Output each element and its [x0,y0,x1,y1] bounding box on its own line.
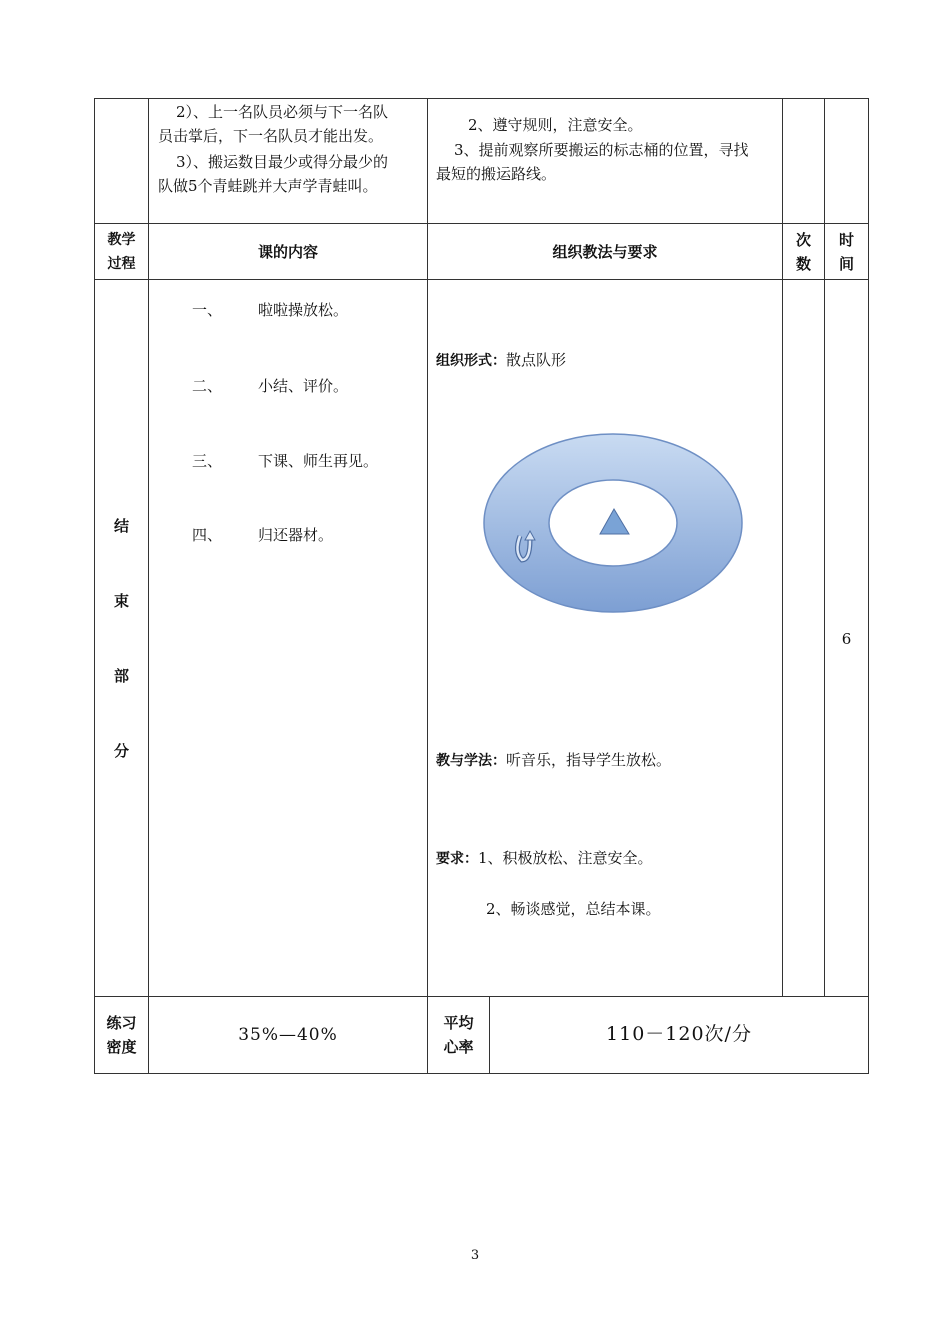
formation-diagram [480,418,750,618]
section-label-char: 部 [113,667,129,685]
content-item-text: 下课、师生再见。 [258,452,379,470]
table-border-right [868,98,869,1074]
section-duration: 6 [841,630,852,648]
heart-rate-label-line1: 平均 [443,1014,474,1032]
requirements [436,846,653,871]
requirements-label: 要求： [436,851,478,867]
heart-rate-label-line2: 心率 [443,1038,474,1056]
header-times-line1: 次 [795,231,811,249]
header-times-line2: 数 [795,255,811,273]
heart-rate-value: 110－120次/分 [606,1023,752,1045]
continued-content-line: 3）、搬运数目最少或得分最少的 [176,153,389,171]
content-item-num: 二、 [192,377,223,395]
teach-method [436,748,671,773]
header-process-line2: 过程 [107,256,136,272]
teach-method-value: 听音乐，指导学生放松。 [506,751,672,769]
header-times [783,228,824,276]
density-label-line1: 练习 [106,1014,137,1032]
header-duration-line1: 时 [838,231,854,249]
requirements-line2: 2、畅谈感觉，总结本课。 [486,900,661,918]
section-label-char: 束 [113,592,129,610]
content-item-text: 小结、评价。 [258,377,349,395]
heart-rate-label [428,1011,489,1059]
continued-content-line: 员击掌后，下一名队员才能出发。 [158,127,384,145]
table-line-section-bottom [94,996,869,997]
header-method: 组织教法与要求 [552,243,658,261]
continued-content-line: 队做5个青蛙跳并大声学青蛙叫。 [158,177,378,195]
header-duration-line2: 间 [838,255,854,273]
continued-content-line: 2）、上一名队员必须与下一名队 [176,103,389,121]
content-item-num: 一、 [192,301,223,319]
content-item-num: 四、 [192,526,223,544]
density-value: 35%—40% [238,1025,338,1045]
density-label [95,1011,148,1059]
section-label-char: 分 [113,742,129,760]
header-process-line1: 教学 [107,232,136,248]
density-label-line2: 密度 [106,1038,137,1056]
org-form [436,348,566,373]
continued-method-line: 2、遵守规则，注意安全。 [468,116,643,134]
table-line-header-top [94,223,869,224]
content-item-num: 三、 [192,452,223,470]
table-border-bottom [94,1073,869,1074]
table-border-top [94,98,869,99]
org-form-label: 组织形式： [436,353,506,369]
teach-method-label: 教与学法： [436,753,506,769]
content-item-text: 啦啦操放松。 [258,301,349,319]
section-label-char: 结 [113,517,129,535]
header-duration [825,228,868,276]
content-item-text: 归还器材。 [258,526,334,544]
page-number: 3 [470,1248,480,1263]
continued-method-line: 3、提前观察所要搬运的标志桶的位置，寻找 [454,141,749,159]
table-line-header-bottom [94,279,869,280]
header-process [95,228,148,276]
org-form-value: 散点队形 [506,351,567,369]
requirements-line1: 1、积极放松、注意安全。 [478,849,653,867]
continued-method-line: 最短的搬运路线。 [436,165,557,183]
header-content: 课的内容 [257,243,318,261]
